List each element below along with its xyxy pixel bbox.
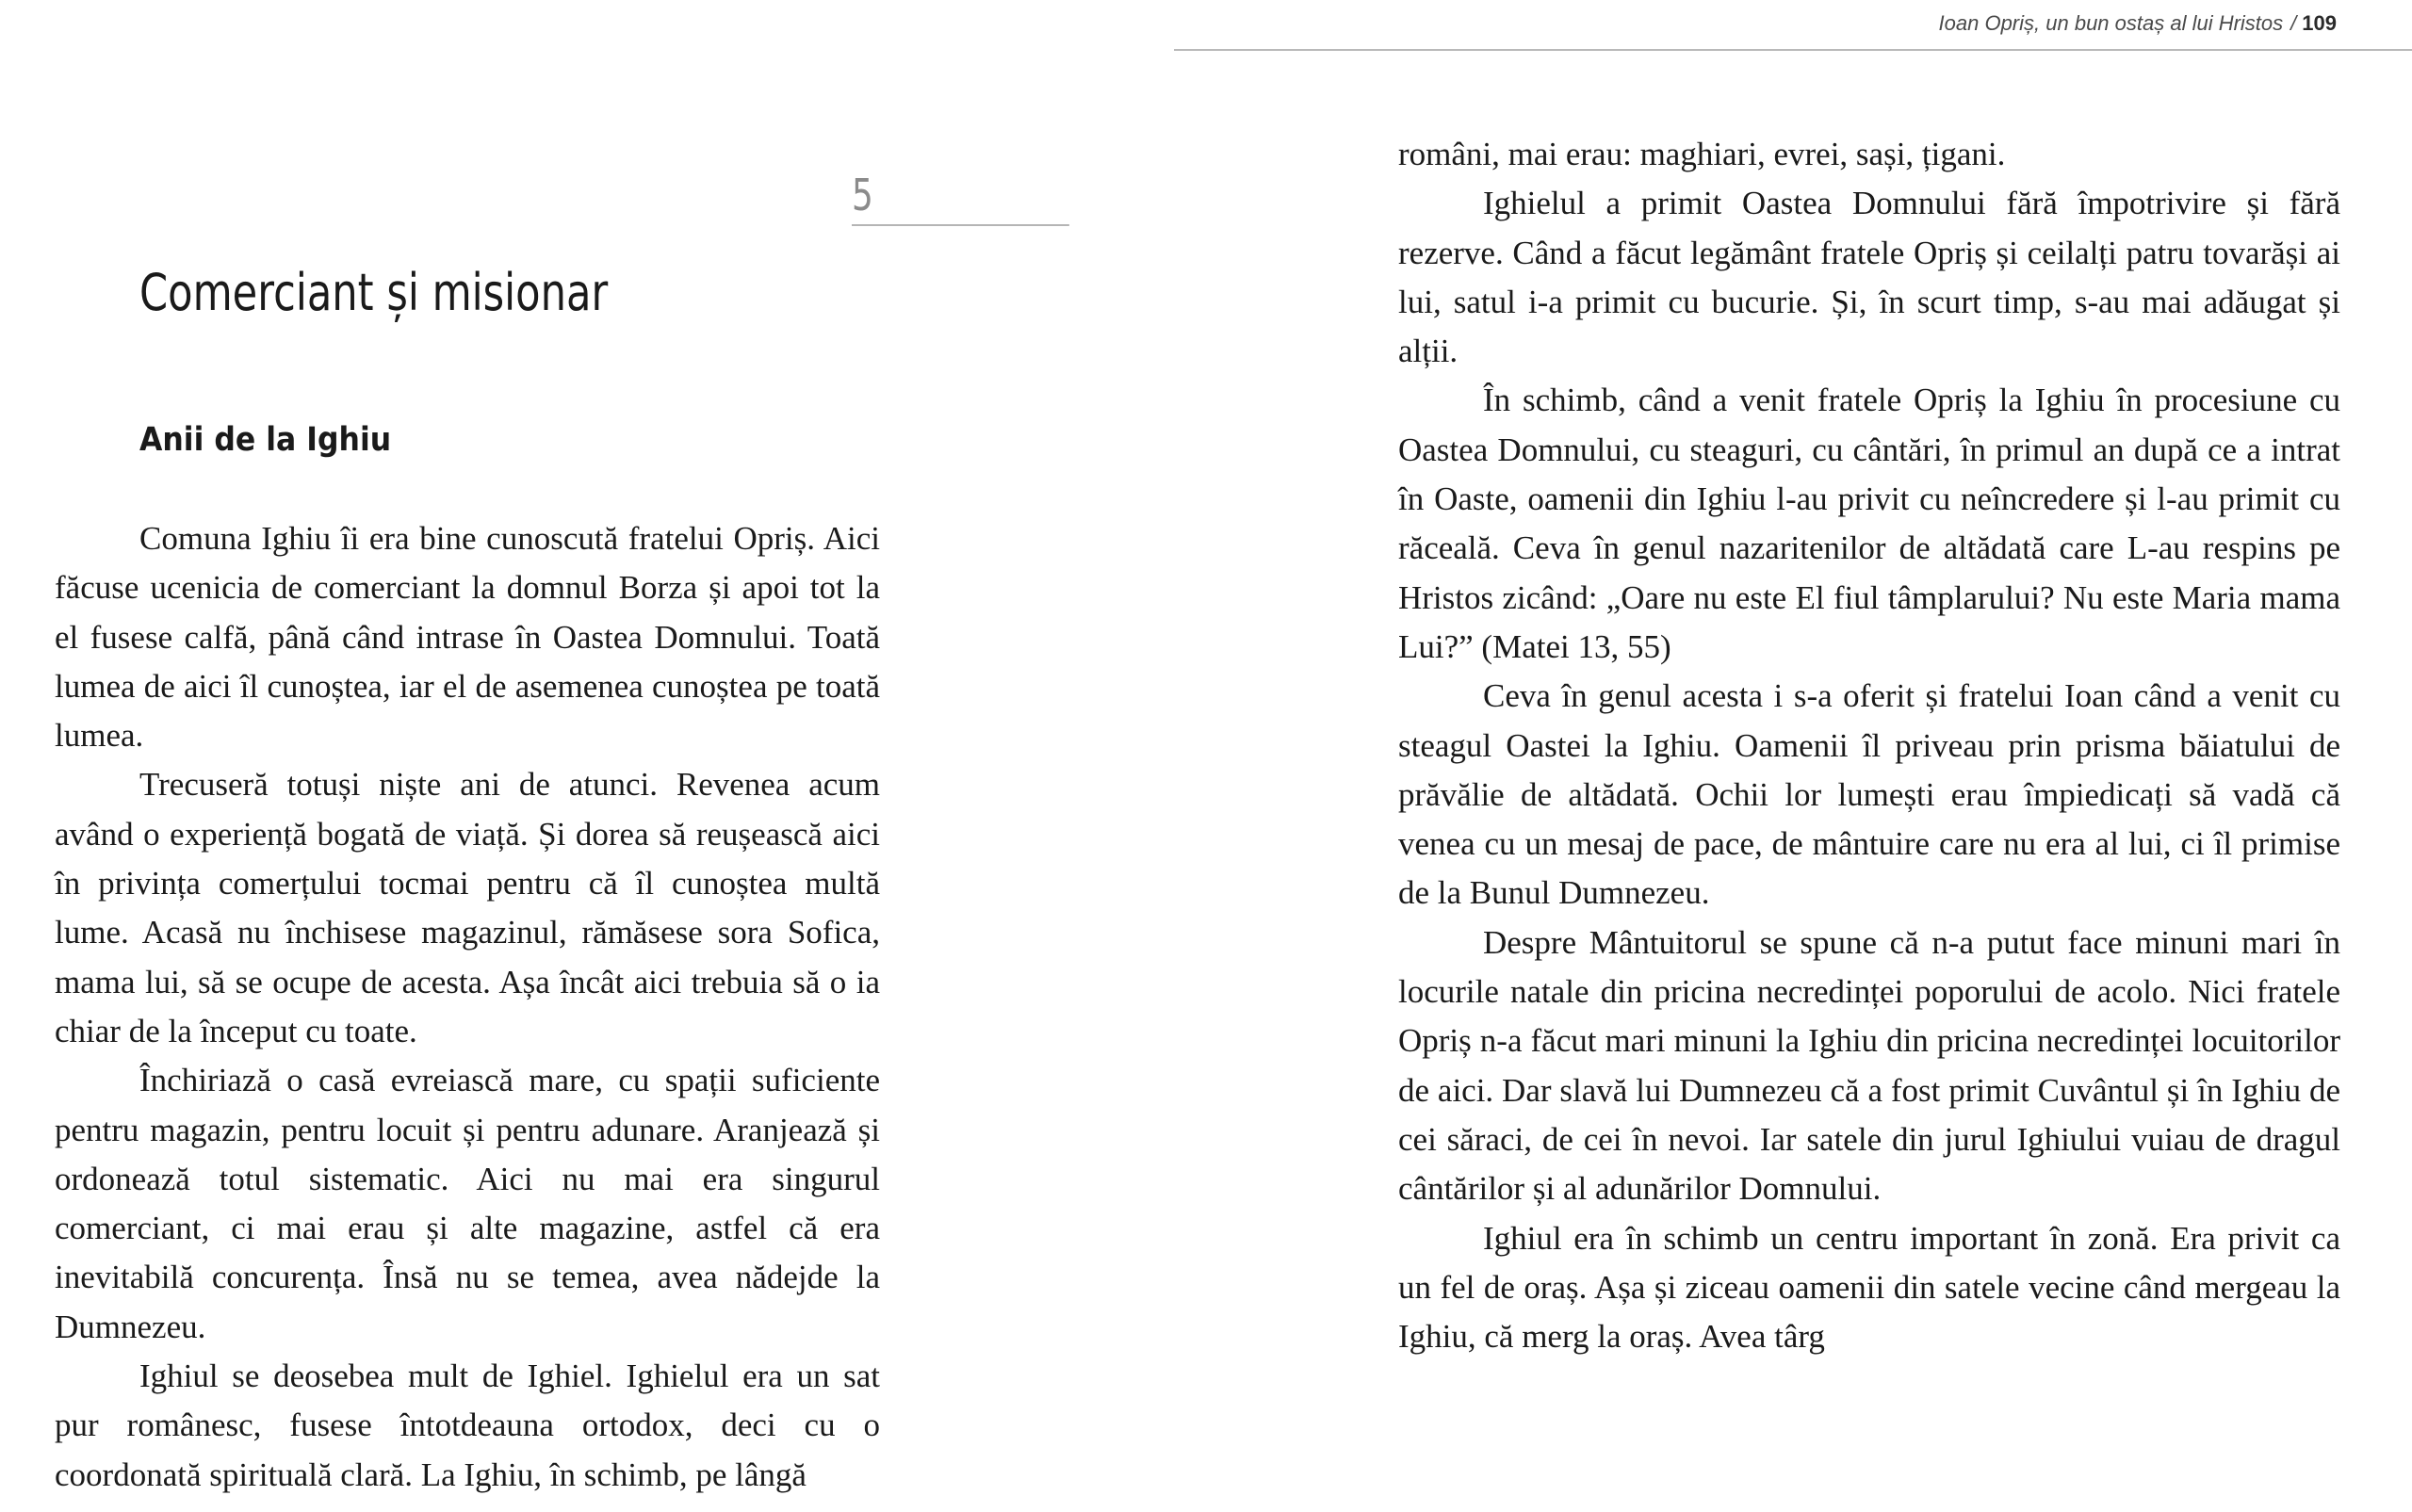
right-body-text <box>1398 130 2340 1361</box>
page-number: 109 <box>2302 11 2337 35</box>
paragraph-continuation: români, mai erau: maghiari, evrei, sași, țigani. <box>1398 136 2006 172</box>
section-title: Anii de la Ighiu <box>139 421 392 459</box>
running-header <box>1174 0 2412 51</box>
paragraph: Despre Mântuitorul se spune că n-a putut face minuni mari în locurile natale din pricina necredinței poporului de acolo. Nici fratele Opriș n-a făcut mari minuni la Ighiu din pricina necredinței locuitorilor de aici. Dar slavă lui Dumnezeu că a fost primit Cuvântul și în Ighiu de cei săraci, de cei în nevoi. Iar satele din jurul Ighiului vuiau de dragul cântărilor și al adunărilor Domnului. <box>1398 923 2340 1208</box>
right-page <box>1174 0 2412 1512</box>
left-page <box>0 0 1174 1512</box>
chapter-number: 5 <box>852 166 1069 226</box>
paragraph: Ceva în genul acesta i s-a oferit și fratelui Ioan când a venit cu steagul Oastei la Ighiu. Oamenii îl priveau prin prisma băiatului de prăvălie de altădată. Ochii lor lumești erau împiedicați să vadă că venea cu un mesaj de pace, de mântuire care nu era al lui, ci îl primise de la Bunul Dumnezeu. <box>1398 677 2340 912</box>
header-separator: / <box>2290 11 2297 35</box>
paragraph: Închiriază o casă evreiască mare, cu spații suficiente pentru magazin, pentru locuit și pentru adunare. Aranjează și ordonează totul sistematic. Aici nu mai era singurul comerciant, ci mai erau și alte magazine, astfel că era inevitabilă concurența. Însă nu se temea, avea nădejde la Dumnezeu. <box>55 1062 880 1345</box>
paragraph: Ighiul se deosebea mult de Ighiel. Ighielul era un sat pur românesc, fusese întotdeauna ortodox, deci cu o coordonată spirituală clară. La Ighiu, în schimb, pe lângă <box>55 1358 880 1493</box>
paragraph: Ighiul era în schimb un centru important în zonă. Era privit ca un fel de oraș. Așa și ziceau oamenii din satele vecine când mergeau la Ighiu, că merg la oraș. Avea târg <box>1398 1219 2340 1356</box>
paragraph: Ighielul a primit Oastea Domnului fără împotrivire și fără rezerve. Când a făcut legământ fratele Opriș și ceilalți patru tovarăși ai lui, satul i-a primit cu bucurie. Și, în scurt timp, s-au mai adăugat și alții. <box>1398 185 2340 370</box>
header-text <box>1939 11 2337 36</box>
chapter-title: Comerciant și misionar <box>139 263 609 322</box>
left-body-text <box>55 514 880 1500</box>
paragraph: Comuna Ighiu îi era bine cunoscută fratelui Opriș. Aici făcuse ucenicia de comerciant la domnul Borza și apoi tot la el fusese calfă, până când intrase în Oastea Domnului. Toată lumea de aici îl cunoștea, iar el de asemenea cunoștea pe toată lumea. <box>55 520 880 755</box>
paragraph: Trecuseră totuși niște ani de atunci. Revenea acum având o experiență bogată de viață. Și dorea să reușească aici în privința comerțului tocmai pentru că îl cunoștea multă lume. Acasă nu închisese magazinul, rămăsese sora Sofica, mama lui, să se ocupe de acesta. Așa încât aici trebuia să o ia chiar de la început cu toate. <box>55 766 880 1049</box>
paragraph: În schimb, când a venit fratele Opriș la Ighiu în procesiune cu Oastea Domnului, cu steaguri, cu cântări, în primul an după ce a intrat în Oaste, oamenii din Ighiu l-au privit cu neîncredere și l-au primit cu răceală. Ceva în genul nazaritenilor de altădată care L-au respins pe Hristos zicând: „Oare nu este El fiul tâmplarului? Nu este Maria mama Lui?” (Matei 13, 55) <box>1398 382 2340 665</box>
header-book-title: Ioan Opriș, un bun ostaș al lui Hristos <box>1938 11 2284 35</box>
